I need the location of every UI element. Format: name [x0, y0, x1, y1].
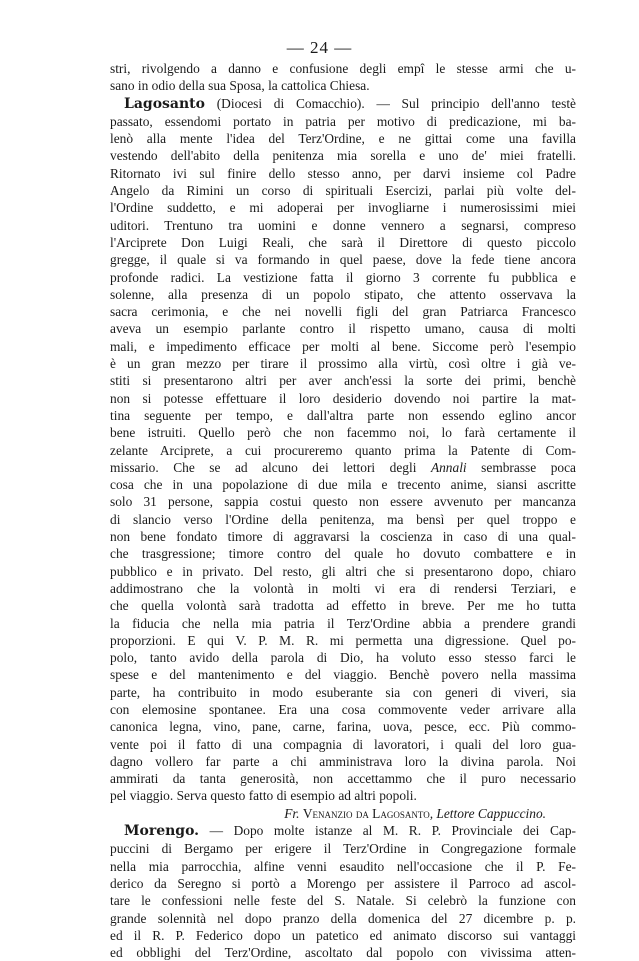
text-line: ed obblighi del Terz'Ordine, ascoltato dal popolo con vivissima atten- [110, 945, 576, 961]
paragraph-intro [110, 60, 576, 95]
text-line: tina seguente per tempo, e dall'altra parte non essendo eglino ancor [110, 407, 576, 423]
text-line: lenò alla mente l'idea del Terz'Ordine, e ne gittai come una favilla [110, 131, 576, 147]
text-line: cosa che in una popolazione di due mila e trecento anime, siansi ascritte [110, 477, 576, 493]
text-line: vestendo dell'abito della penitenza mia sorella e uno de' miei fratelli. [110, 148, 576, 164]
section-first-line [110, 95, 576, 113]
text-line: passato, essendomi portato in patria per motivo di predicazione, mi ba- [110, 113, 576, 129]
section-heading-lagosanto: Lagosanto [124, 95, 205, 112]
signature-line [110, 805, 576, 822]
text-line: Ritornato ivi sul finire dello stesso anno, per darvi insieme col Padre [110, 165, 576, 181]
text-line: ed il R. P. Federico dopo un patetico ed animato discorso sui vantaggi [110, 927, 576, 943]
text-line: l'Ordine suddetto, e mi adoperai per invogliarne i numerosissimi miei [110, 200, 576, 216]
text-line: addimostrano che la volontà in molti vi era di rendersi Terziari, e [110, 580, 576, 596]
text-line-annali [110, 459, 576, 476]
text-fragment: sembrasse poca [466, 459, 576, 475]
text-line: puccini di Bergamo per erigere il Terz'Ordine in Congregazione formale [110, 841, 576, 857]
text-fragment: missario. Che se ad alcuno dei lettori degli [110, 459, 431, 475]
text-line: sacra cerimonia, e che nei novelli figli del gran Patriarca Francesco [110, 304, 576, 320]
text-line: nella mia parrocchia, alfine venni esaudito nell'occasione che il P. Fe- [110, 858, 576, 874]
section-first-line-text: (Diocesi di Comacchio). — Sul principio dell'anno testè [216, 95, 576, 111]
signature-role: , Lettore Cappuccino. [429, 805, 546, 821]
text-line: canonica legna, vino, pane, carne, farina, uova, pesce, ecc. Più commo- [110, 719, 576, 735]
paragraph-lagosanto-b [110, 476, 576, 805]
italic-annali: Annali [430, 459, 467, 475]
text-line: non bene fondato timore di aggravarsi la coscienza in caso di una qual- [110, 529, 576, 545]
text-line: pubblico e in privato. Del resto, gli altri che si presentarono dopo, chiaro [110, 563, 576, 579]
text-line: vente poi il fatto di una compagnia di lavoratori, i quali del loro gua- [110, 736, 576, 752]
text-line: la fiducia che nella mia patria il Terz'Ordine abbia a prendere grandi [110, 615, 576, 631]
signature-name: Venanzio da Lagosanto [302, 805, 430, 821]
section-lagosanto [110, 95, 576, 822]
section-heading-morengo: Morengo. [124, 823, 200, 840]
text-line: è un gran mezzo per tirare il prossimo alla virtù, così oltre i già ve- [110, 356, 576, 372]
section-morengo [110, 822, 576, 961]
paragraph-lagosanto-a [110, 113, 576, 459]
text-line: solenne, alla presenza di un popolo stipato, che attento osservava la [110, 286, 576, 302]
text-line: solo 31 persone, sappia costui questo non essere avvenuto per mancanza [110, 494, 576, 510]
text-line: dagno vollero far parte a chi amministrava loro la divina parola. Noi [110, 753, 576, 769]
text-line: aveva un esempio parlante contro il rispetto umano, causa di molti [110, 321, 576, 337]
text-column [110, 60, 576, 961]
section-first-line-text: — Dopo molte istanze al M. R. P. Provinciale dei Cap- [199, 823, 576, 839]
text-line: con elemosine spontanee. Era una cosa commovente veder arrivare alla [110, 701, 576, 717]
text-line: derico da Seregno si portò a Morengo per assistere il Parroco ad ascol- [110, 875, 576, 891]
text-line: stiti si presentarono altri per aver anch'essi la sorte dei primi, benchè [110, 373, 576, 389]
text-line: che quella volontà sarà tradotta ad effetto in breve. Per me ho tutta [110, 598, 576, 614]
text-line: stri, rivolgendo a danno e confusione degli empî le stesse armi che u- [110, 61, 576, 76]
text-line: bene istruiti. Quello però che non facemmo noi, lo farà certamente il [110, 425, 576, 441]
text-line: mali, e impedimento efficace per molti al bene. Siccome però l'esempio [110, 338, 576, 354]
text-line: spese e del mantenimento e del viaggio. Benchè povero nella massima [110, 667, 576, 683]
text-line: uditori. Trentuno tra uomini e donne vennero a segnarsi, compreso [110, 217, 576, 233]
text-line: parte, ha contribuito in modo esuberante sia con generi di viveri, sia [110, 684, 576, 700]
text-line: pel viaggio. Serva questo fatto di esempio ad altri popoli. [110, 788, 417, 804]
text-line: zelante Arciprete, a cui procureremo quanto prima la Patente di Com- [110, 442, 576, 458]
text-line: gregge, il quale si va formando in quel paese, dove la fede tiene ancora [110, 252, 576, 268]
text-line: tare le confessioni nelle feste del S. Natale. Si celebrò la funzione con [110, 893, 576, 909]
text-line: proporzioni. E qui V. P. M. R. mi permetta una digressione. Quel po- [110, 632, 576, 648]
text-line: profonde radici. La vestizione fatta il giorno 3 corrente fu pubblica e [110, 269, 576, 285]
text-line: l'Arciprete Don Luigi Reali, che sarà il Direttore di questo piccolo [110, 234, 576, 250]
text-line: Angelo da Rimini un corso di spirituali Esercizi, parlai più volte del- [110, 183, 576, 199]
signature-prefix: Fr. [284, 805, 303, 821]
text-line: polo, tanto avido della parola di Dio, ha voluto esso stesso farci le [110, 650, 576, 666]
text-line: grande solennità nel dopo pranzo della domenica del 27 dicembre p. p. [110, 910, 576, 926]
text-line: ammirati da tanta generosità, non accettammo che il puro necessario [110, 771, 576, 787]
text-line: sano in odio della sua Sposa, la cattolica Chiesa. [110, 78, 370, 94]
paragraph-morengo [110, 840, 576, 961]
text-line: di slancio verso l'Ordine della penitenza, ma bensì per quel troppo e [110, 511, 576, 527]
text-line: non si potesse effettuare il loro desiderio dovendo noi partire la mat- [110, 390, 576, 406]
page-number: — 24 — [286, 38, 353, 57]
text-line: che trasgressione; timore contro del quale ho dovuto combattere e in [110, 546, 576, 562]
section-first-line [110, 822, 576, 840]
